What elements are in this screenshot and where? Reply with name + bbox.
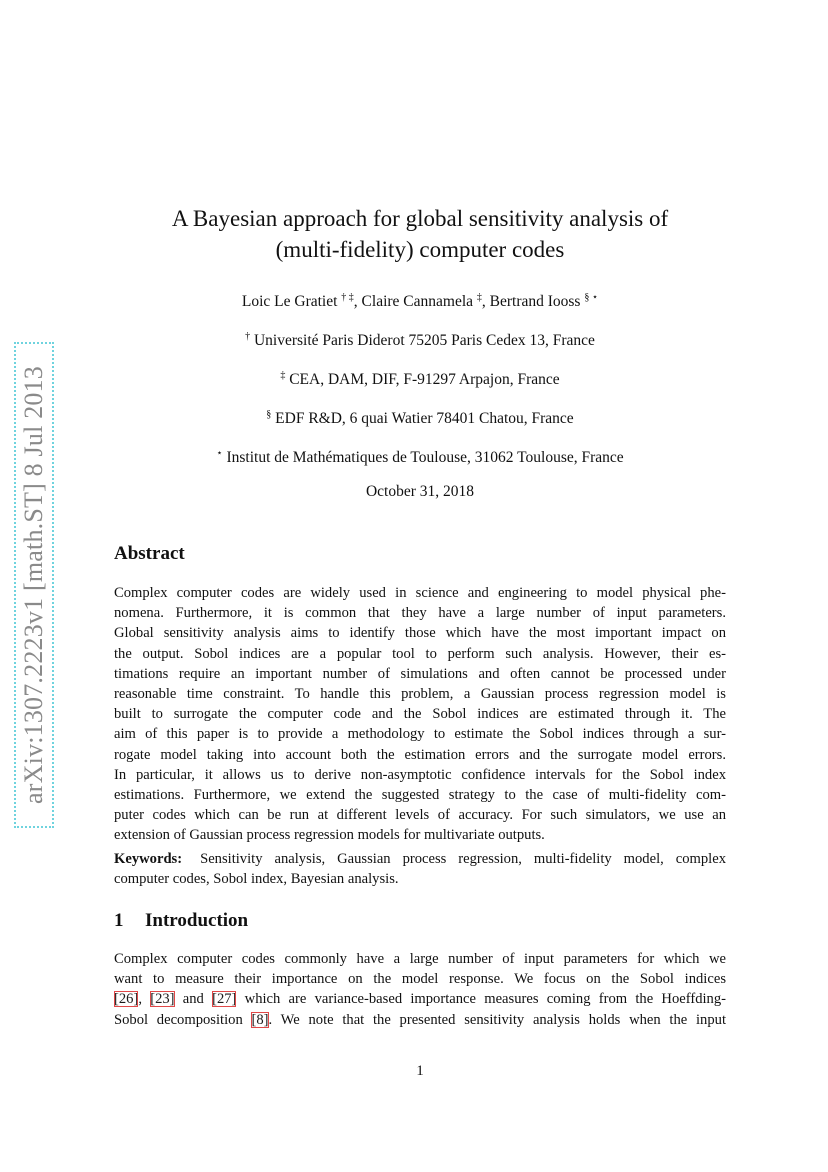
intro-text: and [174, 991, 213, 1008]
section-number: 1 [114, 910, 124, 931]
intro-line [114, 989, 726, 1009]
abstract-heading: Abstract [114, 543, 185, 564]
keywords-line: computer codes, Sobol index, Bayesian analysis. [114, 871, 399, 888]
publication-date: October 31, 2018 [365, 483, 475, 500]
abstract-line: Complex computer codes are widely used in science and engineering to model physical phe- [114, 585, 726, 601]
intro-text: which are variance-based importance measures coming from the Hoeffding- [236, 991, 727, 1008]
section-heading-introduction [114, 910, 248, 932]
author-affiliation-marks: † ‡ [341, 292, 354, 303]
abstract-line: In particular, it allows us to derive non-asymptotic confidence intervals for the Sobol index [114, 766, 726, 783]
affiliation [114, 371, 726, 389]
intro-line: Complex computer codes commonly have a large number of input parameters for which we [114, 951, 726, 967]
keywords-block [114, 849, 726, 889]
affiliation-text: CEA, DAM, DIF, F-91297 Arpajon, France [289, 371, 560, 388]
affiliation-text: EDF R&D, 6 quai Watier 78401 Chatou, France [275, 410, 574, 427]
affiliation-text: Université Paris Diderot 75205 Paris Cedex 13, France [253, 332, 595, 349]
author-name: Claire Cannamela [361, 293, 474, 310]
author-name: Loic Le Gratiet [241, 293, 338, 310]
abstract-line: reasonable time constraint. To handle this problem, a Gaussian process regression model is [114, 685, 726, 702]
affiliation [114, 449, 726, 467]
page-number: 1 [416, 1063, 424, 1079]
intro-line: want to measure their importance on the model response. We focus on the Sobol indices [114, 971, 726, 988]
intro-text: , [138, 991, 151, 1008]
section-title: Introduction [145, 910, 249, 931]
abstract-line: the output. Sobol indices are a popular tool to perform such analysis. However, their es- [114, 645, 726, 662]
intro-text: Sobol decomposition [114, 1011, 252, 1028]
citation-link[interactable]: [23] [150, 991, 175, 1008]
abstract-line: puter codes which can be run at different levels of accuracy. For such simulators, we use an [114, 807, 726, 824]
citation-link[interactable]: [27] [212, 991, 237, 1008]
author-affiliation-marks: ‡ [476, 292, 482, 303]
abstract-line: estimations. Furthermore, we extend the suggested strategy to the case of multi-fidelity com- [114, 786, 726, 803]
abstract-line: rogate model taking into account both the estimation errors and the surrogate model errors. [114, 746, 726, 763]
affiliation-mark: ⋆ [216, 448, 223, 459]
keywords-line [114, 849, 726, 869]
introduction-body [114, 949, 726, 1030]
citation-link[interactable]: [8] [251, 1011, 269, 1028]
affiliation-text: Institut de Mathématiques de Toulouse, 31062 Toulouse, France [226, 449, 624, 466]
affiliation-mark: † [245, 331, 251, 342]
affiliation-mark: ‡ [280, 370, 286, 381]
intro-text: . We note that the presented sensitivity analysis holds when the input [268, 1011, 726, 1028]
keywords-text: Sensitivity analysis, Gaussian process regression, multi-fidelity model, complex [200, 851, 726, 867]
arxiv-identifier: arXiv:1307.2223v1 [math.ST] 8 Jul 2013 [19, 365, 48, 805]
arxiv-sidebar-stamp[interactable] [14, 342, 54, 828]
author-list: Loic Le Gratiet † ‡, Claire Cannamela ‡, Bertrand Iooss § ⋆ [241, 292, 599, 310]
affiliation [114, 410, 726, 428]
abstract-line: timations require an important number of simulations and often cannot be processed under [114, 665, 726, 682]
author-affiliation-marks: § ⋆ [584, 292, 599, 303]
affiliation-mark: § [266, 409, 272, 420]
title-line-1: A Bayesian approach for global sensitivity analysis of [171, 206, 669, 231]
intro-line [114, 1010, 726, 1030]
paper-title [114, 203, 726, 265]
abstract-line: nomena. Furthermore, it is common that they have a large number of input parameters. [114, 605, 726, 622]
abstract-line: extension of Gaussian process regression models for multivariate outputs. [114, 827, 545, 844]
title-line-2: (multi-fidelity) computer codes [275, 237, 565, 262]
abstract-line: built to surrogate the computer code and the Sobol indices are estimated through it. The [114, 706, 726, 723]
abstract-body [114, 583, 726, 845]
abstract-line: aim of this paper is to provide a methodology to estimate the Sobol indices through a sur- [114, 726, 726, 743]
citation-link[interactable]: [26] [114, 991, 139, 1008]
abstract-line: Global sensitivity analysis aims to identify those which have the most important impact on [114, 625, 726, 642]
keywords-label: Keywords: [114, 851, 183, 867]
author-name: Bertrand Iooss [489, 293, 581, 310]
affiliation [114, 332, 726, 350]
